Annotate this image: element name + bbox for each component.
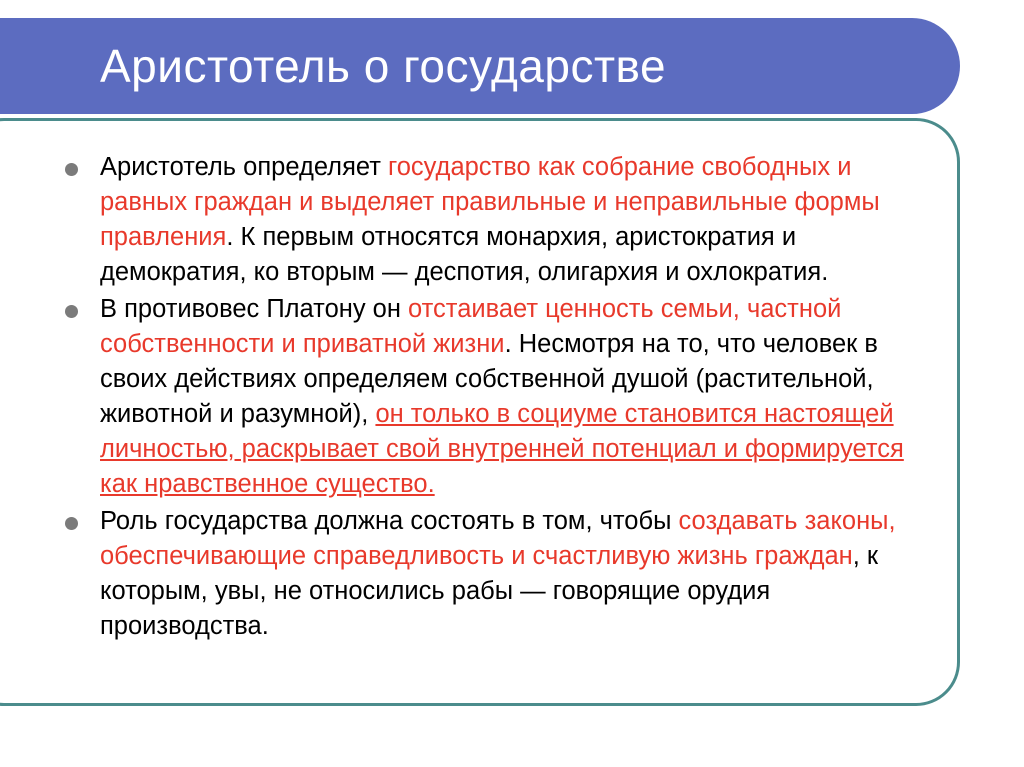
text-run: он только в социуме становится настоящей личностью, раскрывает свой внутренней потенциал и формируется как нравственное существо. bbox=[100, 400, 904, 498]
list-item bbox=[55, 292, 945, 502]
text-run: Роль государства должна состоять в том, чтобы bbox=[100, 507, 679, 535]
page-title: Аристотель о государстве bbox=[100, 40, 667, 92]
text-run: . Несмотря на то, что человек в своих действиях определяем собственной душой (растительной, животной и разумной), bbox=[100, 330, 878, 428]
text-run: создавать законы, обеспечивающие справедливость и счастливую жизнь граждан bbox=[100, 507, 896, 570]
title-banner bbox=[0, 18, 960, 114]
title-divider bbox=[0, 124, 908, 129]
text-run: В противовес Платону он bbox=[100, 295, 409, 323]
bullet-list bbox=[55, 150, 945, 646]
text-run: . К первым относятся монархия, аристократия и демократия, ко вторым — деспотия, олигархия и охлократия. bbox=[100, 223, 829, 286]
text-run: государство как собрание свободных и равных граждан и выделяет правильные и неправильные формы правления bbox=[100, 153, 880, 251]
text-run: Аристотель определяет bbox=[100, 153, 388, 181]
text-run: отстаивает ценность семьи, частной собственности и приватной жизни bbox=[100, 295, 842, 358]
text-run: , к которым, увы, не относились рабы — говорящие орудия производства. bbox=[100, 542, 879, 640]
list-item bbox=[55, 150, 945, 290]
list-item bbox=[55, 504, 945, 644]
